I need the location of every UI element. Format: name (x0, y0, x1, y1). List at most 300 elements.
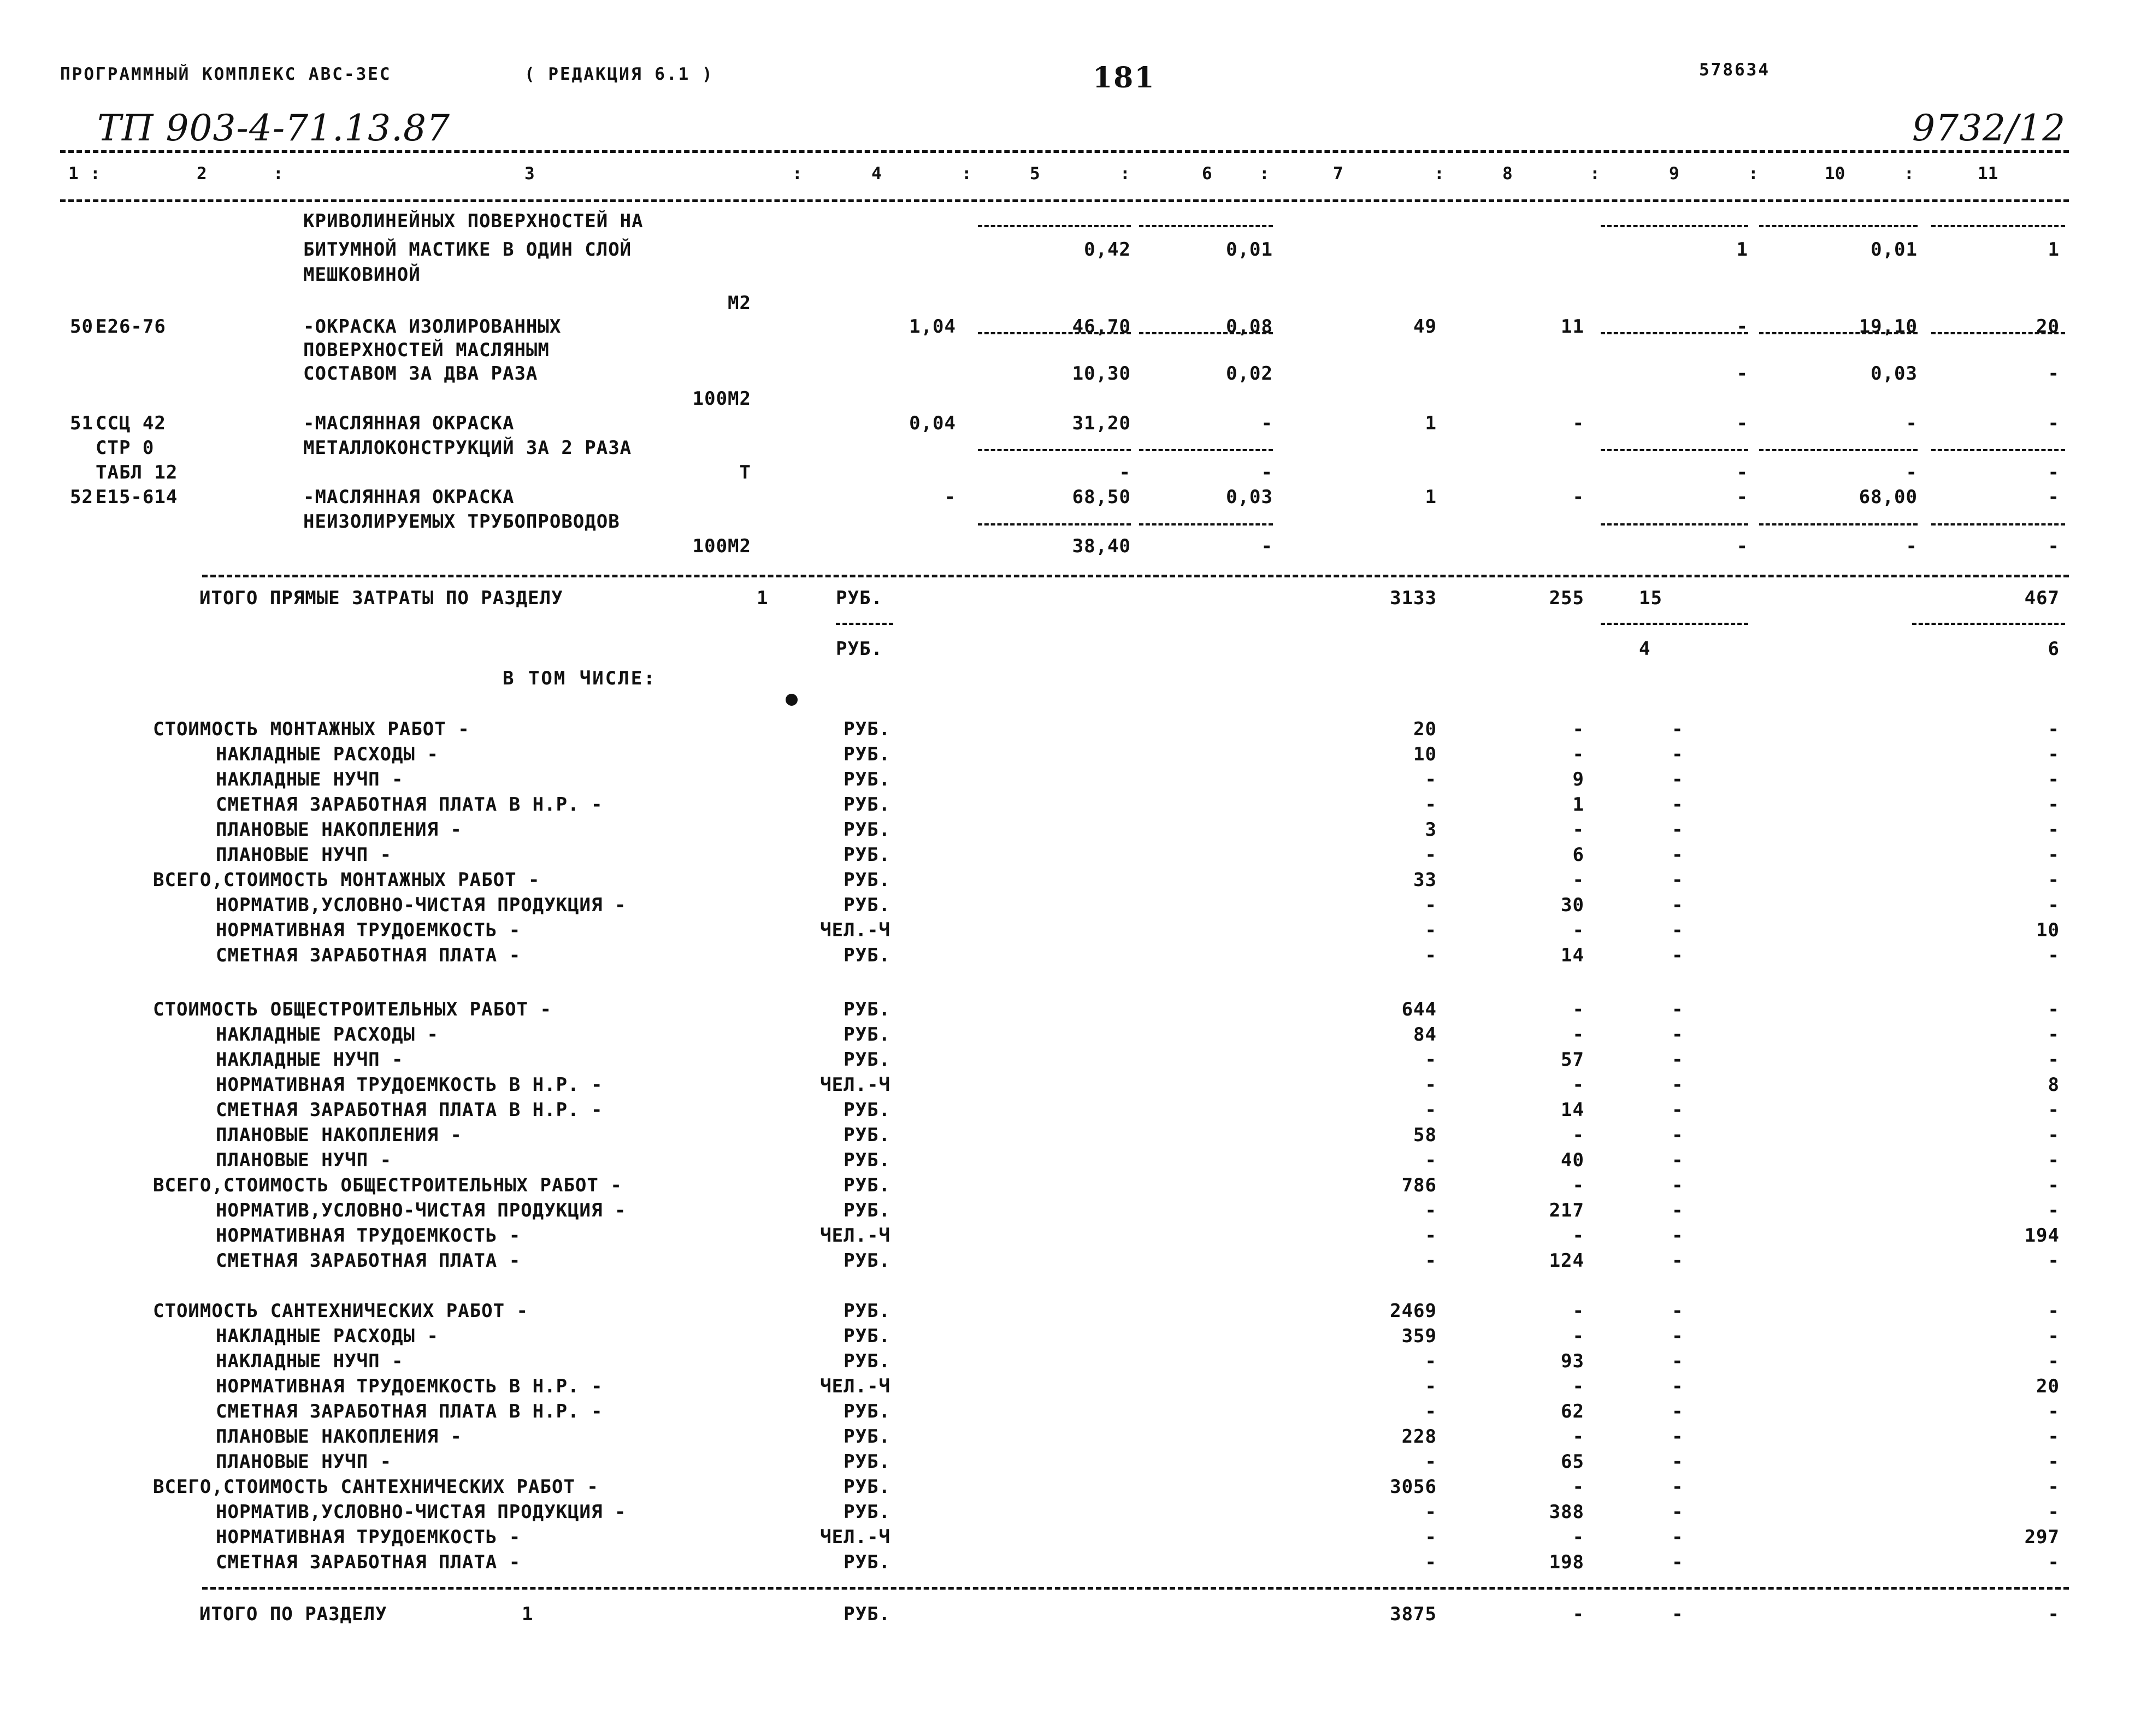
direct-total-row (0, 638, 2129, 663)
breakdown-row (0, 1074, 2129, 1099)
row-unit: РУБ. (844, 1451, 890, 1473)
row-unit: РУБ. (844, 1200, 890, 1221)
column-separator: : (1748, 164, 1759, 184)
row-label: НАКЛАДНЫЕ НУЧП - (216, 769, 404, 790)
cell-c9: - (1736, 316, 1748, 338)
breakdown-row (0, 999, 2129, 1024)
cell-c9: - (1672, 1401, 1684, 1422)
cell-c3: СОСТАВОМ ЗА ДВА РАЗА (303, 363, 538, 385)
cell-c3: -МАСЛЯННАЯ ОКРАСКА (303, 412, 515, 434)
cell-c9: 1 (1736, 239, 1748, 261)
row-label: НОРМАТИВ,УСЛОВНО-ЧИСТАЯ ПРОДУКЦИЯ - (216, 1200, 627, 1221)
cell-c8: 1 (1572, 794, 1584, 816)
breakdown-row (0, 1225, 2129, 1250)
cell-c11: - (2048, 1300, 2060, 1322)
cell-c8: 40 (1561, 1149, 1584, 1171)
cell-c9: - (1672, 1426, 1684, 1448)
row-label: НОРМАТИВНАЯ ТРУДОЕМКОСТЬ - (216, 919, 521, 941)
cell-c8: - (1572, 1300, 1584, 1322)
row-unit: РУБ. (844, 944, 890, 966)
cell-c9: - (1672, 1200, 1684, 1221)
cell-c8: - (1572, 718, 1584, 740)
cell-c9: - (1672, 1074, 1684, 1096)
cell-c7: - (1425, 1225, 1437, 1247)
sub-rule (1601, 449, 1748, 451)
cell-c7: 1 (1425, 412, 1437, 434)
sub-rule (1759, 225, 1918, 227)
cell-c11: - (2048, 794, 2060, 816)
cell-c11: 10 (2036, 919, 2060, 941)
breakdown-row (0, 1375, 2129, 1401)
cell-c3: ПОВЕРХНОСТЕЙ МАСЛЯНЫМ (303, 339, 550, 361)
row-label: НОРМАТИВНАЯ ТРУДОЕМКОСТЬ В Н.Р. - (216, 1375, 603, 1397)
cell-c11: - (2048, 1174, 2060, 1196)
breakdown-row (0, 819, 2129, 844)
cell-c8: - (1572, 1375, 1584, 1397)
cell-c8: 217 (1549, 1200, 1584, 1221)
cell-c11: - (2048, 1426, 2060, 1448)
cell-c8: 388 (1549, 1501, 1584, 1523)
cell-c7: - (1425, 894, 1437, 916)
cell-c6: 0,08 (1226, 316, 1273, 338)
cell-c8: - (1572, 999, 1584, 1020)
cell-c8: - (1572, 869, 1584, 891)
cell-c7: - (1425, 1451, 1437, 1473)
cell-c7: - (1425, 1350, 1437, 1372)
cell-c11: - (2048, 1401, 2060, 1422)
column-separator: : (90, 164, 101, 184)
row-unit: ЧЕЛ.-Ч (820, 919, 890, 941)
cell-c7: 20 (1413, 718, 1437, 740)
item-line (0, 239, 2129, 264)
item-line (0, 210, 2129, 235)
cell-c9: - (1672, 1300, 1684, 1322)
column-separator: : (1590, 164, 1600, 184)
cell-c10: 0,01 (1871, 239, 1918, 261)
column-number: 9 (1669, 164, 1679, 184)
cell-c9: - (1672, 1149, 1684, 1171)
cell-c8: 9 (1572, 769, 1584, 790)
cell-c9: - (1672, 919, 1684, 941)
sub-rule (978, 449, 1131, 451)
cell-c11: - (2048, 1551, 2060, 1573)
cell-c4: 0,04 (909, 412, 956, 434)
row-unit: ЧЕЛ.-Ч (820, 1225, 890, 1247)
breakdown-row (0, 1325, 2129, 1350)
column-number: 2 (197, 164, 207, 184)
sub-rule (1601, 623, 1748, 625)
cell-c7: 786 (1401, 1174, 1437, 1196)
cell-c9: - (1672, 743, 1684, 765)
row-unit: РУБ. (844, 1024, 890, 1046)
cell-c11: - (2048, 1149, 2060, 1171)
item-line (0, 462, 2129, 487)
cell-c9: - (1672, 894, 1684, 916)
cell-c7: 3 (1425, 819, 1437, 841)
sub-rule (1601, 332, 1748, 334)
cell-c9: - (1736, 535, 1748, 557)
cell-c8: 14 (1561, 1099, 1584, 1121)
cell-c5: 10,30 (1072, 363, 1131, 385)
cell-c8: - (1572, 486, 1584, 508)
cell-c9: - (1672, 1501, 1684, 1523)
column-separator: : (273, 164, 284, 184)
column-number: 11 (1978, 164, 1998, 184)
cell-c9: - (1672, 718, 1684, 740)
breakdown-row (0, 844, 2129, 869)
row-label: НАКЛАДНЫЕ РАСХОДЫ - (216, 1024, 439, 1046)
cell-c9: - (1672, 1099, 1684, 1121)
column-separator: : (1120, 164, 1130, 184)
cell-c11: - (2048, 363, 2060, 385)
breakdown-row (0, 1149, 2129, 1174)
row-label: ВСЕГО,СТОИМОСТЬ МОНТАЖНЫХ РАБОТ - (153, 869, 540, 891)
cell-c6: - (1261, 412, 1273, 434)
cell-c7: - (1425, 1526, 1437, 1548)
sub-rule (1759, 449, 1918, 451)
cell-c11: - (2048, 999, 2060, 1020)
column-separator: : (1434, 164, 1444, 184)
sub-rule (1759, 523, 1918, 525)
cell-c9: - (1672, 769, 1684, 790)
cell-c2: СТР 0 (96, 437, 155, 459)
cell-c2: Е15-614 (96, 486, 178, 508)
row-unit: РУБ. (844, 743, 890, 765)
direct-total-label: ИТОГО ПРЯМЫЕ ЗАТРАТЫ ПО РАЗДЕЛУ (199, 587, 563, 609)
cell-c7: - (1425, 844, 1437, 866)
cell-c5: - (1119, 462, 1131, 483)
dot-mark (786, 694, 798, 706)
row-unit: РУБ. (844, 1426, 890, 1448)
sub-rule (1139, 449, 1273, 451)
cell-c6: 0,01 (1226, 239, 1273, 261)
cell-c11: - (2048, 944, 2060, 966)
cell-c9: - (1672, 1250, 1684, 1272)
sub-rule (1931, 523, 2065, 525)
cell-c11: 194 (2024, 1225, 2060, 1247)
direct-total-section: 1 (757, 587, 769, 609)
cell-c9: - (1672, 1375, 1684, 1397)
row-label: СТОИМОСТЬ САНТЕХНИЧЕСКИХ РАБОТ - (153, 1300, 529, 1322)
row-label: НОРМАТИВНАЯ ТРУДОЕМКОСТЬ В Н.Р. - (216, 1074, 603, 1096)
column-number: 10 (1825, 164, 1845, 184)
cell-c7: - (1425, 794, 1437, 816)
breakdown-row (0, 944, 2129, 970)
sub-rule (978, 225, 1131, 227)
cell-c10: - (1906, 462, 1918, 483)
column-separator: : (792, 164, 803, 184)
cell-c8: 14 (1561, 944, 1584, 966)
item-line (0, 316, 2129, 341)
cell-c4: 1,04 (909, 316, 956, 338)
breakdown-row (0, 1501, 2129, 1526)
breakdown-row (0, 1024, 2129, 1049)
cell-c9: - (1736, 462, 1748, 483)
row-unit: РУБ. (844, 1049, 890, 1071)
cell-c9: - (1672, 794, 1684, 816)
sub-rule (978, 332, 1131, 334)
cell-c7: - (1425, 1200, 1437, 1221)
column-number: 6 (1202, 164, 1212, 184)
edition-label: ( РЕДАКЦИЯ 6.1 ) (524, 64, 714, 84)
page-number: 181 (1093, 61, 1155, 95)
sub-rule (978, 523, 1131, 525)
cell-c8: - (1572, 1225, 1584, 1247)
cell-c7: - (1425, 1149, 1437, 1171)
cell-c11: 297 (2024, 1526, 2060, 1548)
cell-c9: - (1672, 1451, 1684, 1473)
cell-c8: 30 (1561, 894, 1584, 916)
cell-c11: - (2048, 486, 2060, 508)
cell-c6: - (1261, 462, 1273, 483)
column-number: 4 (871, 164, 882, 184)
row-unit: РУБ. (844, 1149, 890, 1171)
row-label: СМЕТНАЯ ЗАРАБОТНАЯ ПЛАТА - (216, 1551, 521, 1573)
row-unit: РУБ. (844, 1250, 890, 1272)
cell-c9: - (1736, 486, 1748, 508)
row-label: СМЕТНАЯ ЗАРАБОТНАЯ ПЛАТА В Н.Р. - (216, 1401, 603, 1422)
cell-c2: ССЦ 42 (96, 412, 166, 434)
cell-c3: БИТУМНОЙ МАСТИКЕ В ОДИН СЛОЙ (303, 239, 632, 261)
cell-c11: - (2048, 869, 2060, 891)
cell-c8: 62 (1561, 1401, 1584, 1422)
cell-c6: 0,03 (1226, 486, 1273, 508)
cell-c3: МЕШКОВИНОЙ (303, 264, 421, 286)
cell-c3: НЕИЗОЛИРУЕМЫХ ТРУБОПРОВОДОВ (303, 511, 620, 533)
cell-c7: 3133 (1390, 587, 1437, 609)
section-total-number: 1 (522, 1603, 534, 1625)
cell-c10: 0,03 (1871, 363, 1918, 385)
item-line (0, 264, 2129, 289)
cell-c9: - (1672, 1476, 1684, 1498)
sub-rule (1601, 225, 1748, 227)
cell-c11: - (2048, 769, 2060, 790)
sub-rule (1912, 623, 2065, 625)
cell-c11: - (2048, 462, 2060, 483)
cell-c7: 33 (1413, 869, 1437, 891)
cell-c11: - (2048, 1451, 2060, 1473)
row-label: НОРМАТИВ,УСЛОВНО-ЧИСТАЯ ПРОДУКЦИЯ - (216, 894, 627, 916)
cell-c8: 57 (1561, 1049, 1584, 1071)
cell-c9: 15 (1639, 587, 1662, 609)
cell-c9: - (1672, 1124, 1684, 1146)
breakdown-row (0, 1350, 2129, 1375)
cell-c11: - (2048, 1476, 2060, 1498)
cell-c3: МЕТАЛЛОКОНСТРУКЦИЙ ЗА 2 РАЗА (303, 437, 632, 459)
column-header-rule (60, 199, 2069, 202)
breakdown-row (0, 1049, 2129, 1074)
row-label: ВСЕГО,СТОИМОСТЬ САНТЕХНИЧЕСКИХ РАБОТ - (153, 1476, 599, 1498)
row-label: НОРМАТИВ,УСЛОВНО-ЧИСТАЯ ПРОДУКЦИЯ - (216, 1501, 627, 1523)
cell-c7: 644 (1401, 999, 1437, 1020)
cell-c8: 255 (1549, 587, 1584, 609)
cell-c8: 6 (1572, 844, 1584, 866)
row-label: НАКЛАДНЫЕ НУЧП - (216, 1049, 404, 1071)
cell-c8: - (1572, 1426, 1584, 1448)
sub-rule (836, 623, 893, 625)
sub-rule (1139, 225, 1273, 227)
cell-c9: - (1672, 1024, 1684, 1046)
row-unit: РУБ. (844, 869, 890, 891)
breakdown-row (0, 769, 2129, 794)
cell-c7: - (1425, 919, 1437, 941)
cell-c11: - (2048, 1350, 2060, 1372)
cell-c8: - (1572, 1074, 1584, 1096)
breakdown-row (0, 1551, 2129, 1576)
item-line (0, 412, 2129, 438)
section-total-row (0, 1603, 2129, 1628)
cell-c3u: 100М2 (692, 535, 751, 557)
sub-rule (1139, 523, 1273, 525)
cell-c11: 8 (2048, 1074, 2060, 1096)
cell-c7: 228 (1401, 1426, 1437, 1448)
cell-c9: - (1672, 1603, 1684, 1625)
row-label: НОРМАТИВНАЯ ТРУДОЕМКОСТЬ - (216, 1225, 521, 1247)
cell-c3: -МАСЛЯННАЯ ОКРАСКА (303, 486, 515, 508)
cell-c8: - (1572, 819, 1584, 841)
cell-c8: 65 (1561, 1451, 1584, 1473)
breakdown-row (0, 1401, 2129, 1426)
direct-total-row (0, 587, 2129, 612)
row-unit: РУБ. (844, 894, 890, 916)
cell-c9: - (1672, 1325, 1684, 1347)
row-unit: ЧЕЛ.-Ч (820, 1074, 890, 1096)
program-name: ПРОГРАММНЫЙ КОМПЛЕКС АВС-ЗЕС (60, 64, 392, 84)
breakdown-row (0, 1174, 2129, 1200)
sub-rule (1139, 332, 1273, 334)
row-unit: ЧЕЛ.-Ч (820, 1375, 890, 1397)
sub-rule (1931, 449, 2065, 451)
cell-c2: Е26-76 (96, 316, 166, 338)
breakdown-row (0, 794, 2129, 819)
breakdown-row (0, 869, 2129, 894)
breakdown-row (0, 1300, 2129, 1325)
breakdown-row (0, 1526, 2129, 1551)
cell-c10: 68,00 (1859, 486, 1918, 508)
cell-c11: - (2048, 718, 2060, 740)
cell-c7: 10 (1413, 743, 1437, 765)
item-line (0, 388, 2129, 413)
breakdown-row (0, 919, 2129, 944)
row-unit: РУБ. (844, 769, 890, 790)
cell-c11: - (2048, 1099, 2060, 1121)
row-unit: РУБ. (844, 1325, 890, 1347)
cell-c5: 0,42 (1084, 239, 1131, 261)
cell-c9: - (1736, 363, 1748, 385)
cell-c11: 20 (2036, 1375, 2060, 1397)
row-label: ПЛАНОВЫЕ НУЧП - (216, 844, 392, 866)
row-unit: РУБ. (844, 1174, 890, 1196)
breakdown-row (0, 894, 2129, 919)
row-label: СМЕТНАЯ ЗАРАБОТНАЯ ПЛАТА В Н.Р. - (216, 1099, 603, 1121)
cell-c6: - (1261, 535, 1273, 557)
breakdown-row (0, 718, 2129, 743)
cell-c11: - (2048, 844, 2060, 866)
cell-c7: - (1425, 1099, 1437, 1121)
row-label: ПЛАНОВЫЕ НУЧП - (216, 1149, 392, 1171)
cell-c8: - (1572, 412, 1584, 434)
item-line (0, 292, 2129, 317)
cell-c7: - (1425, 1551, 1437, 1573)
cell-c5: 68,50 (1072, 486, 1131, 508)
sub-rule (1931, 225, 2065, 227)
cell-c9: - (1672, 944, 1684, 966)
cell-c1: 52 (70, 486, 93, 508)
row-label: СМЕТНАЯ ЗАРАБОТНАЯ ПЛАТА - (216, 944, 521, 966)
cell-c11: - (2048, 412, 2060, 434)
sub-rule (1601, 523, 1748, 525)
cell-c6: 0,02 (1226, 363, 1273, 385)
cell-c7: - (1425, 1049, 1437, 1071)
column-number: 1 (68, 164, 79, 184)
cell-c11: - (2048, 1501, 2060, 1523)
row-unit: РУБ. (844, 1551, 890, 1573)
cell-c8: - (1572, 743, 1584, 765)
cell-c9: - (1672, 1174, 1684, 1196)
cell-c7: 49 (1413, 316, 1437, 338)
sub-rule (1759, 332, 1918, 334)
cell-c7: 2469 (1390, 1300, 1437, 1322)
cell-c1: 50 (70, 316, 93, 338)
cell-c11: 1 (2048, 239, 2060, 261)
column-number: 8 (1502, 164, 1513, 184)
cell-c2: ТАБЛ 12 (96, 462, 178, 483)
cell-c9: - (1672, 1049, 1684, 1071)
cell-c5: 31,20 (1072, 412, 1131, 434)
row-label: НАКЛАДНЫЕ РАСХОДЫ - (216, 743, 439, 765)
cell-c11: - (2048, 743, 2060, 765)
cell-c9: - (1672, 869, 1684, 891)
cell-c3u: Т (739, 462, 751, 483)
cell-c8: - (1572, 1526, 1584, 1548)
sub-rule (1931, 332, 2065, 334)
cell-c11: - (2048, 535, 2060, 557)
row-unit: РУБ. (844, 1603, 890, 1625)
row-label: ПЛАНОВЫЕ НАКОПЛЕНИЯ - (216, 1426, 462, 1448)
cell-c8: - (1572, 1325, 1584, 1347)
column-separator: : (1904, 164, 1914, 184)
column-number: 5 (1030, 164, 1040, 184)
cell-c11: - (2048, 1250, 2060, 1272)
cell-c9: - (1672, 999, 1684, 1020)
row-unit: РУБ. (844, 718, 890, 740)
row-label: СМЕТНАЯ ЗАРАБОТНАЯ ПЛАТА - (216, 1250, 521, 1272)
breakdown-row (0, 1250, 2129, 1275)
cell-c7: 58 (1413, 1124, 1437, 1146)
item-line (0, 486, 2129, 511)
items-bottom-rule (202, 575, 2069, 577)
row-label: ПЛАНОВЫЕ НАКОПЛЕНИЯ - (216, 819, 462, 841)
cell-c11: - (2048, 1049, 2060, 1071)
cell-c7: - (1425, 769, 1437, 790)
row-unit: РУБ. (844, 794, 890, 816)
cell-c7: - (1425, 944, 1437, 966)
breakdown-row (0, 1099, 2129, 1124)
cell-c3u: М2 (728, 292, 751, 314)
cell-c11: 6 (2048, 638, 2060, 660)
project-code: ТП 903-4-71.13.87 (97, 107, 451, 149)
row-label: ВСЕГО,СТОИМОСТЬ ОБЩЕСТРОИТЕЛЬНЫХ РАБОТ - (153, 1174, 622, 1196)
breakdown-row (0, 1124, 2129, 1149)
cell-c10: 19,10 (1859, 316, 1918, 338)
row-unit: РУБ. (844, 1350, 890, 1372)
cell-c8: - (1572, 1024, 1584, 1046)
cell-c8: - (1572, 1174, 1584, 1196)
direct-total-unit: РУБ. (836, 638, 883, 660)
cell-c11: - (2048, 1603, 2060, 1625)
row-unit: ЧЕЛ.-Ч (820, 1526, 890, 1548)
cell-c9: - (1672, 1350, 1684, 1372)
